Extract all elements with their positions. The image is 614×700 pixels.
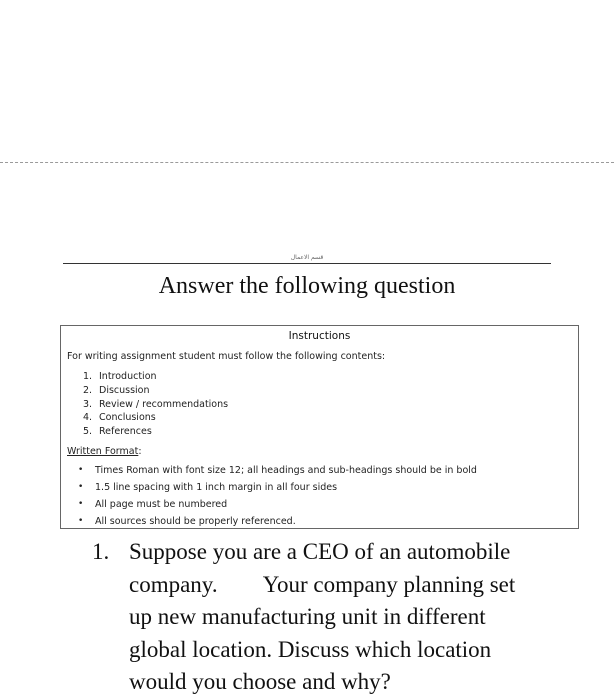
written-format-colon: : bbox=[138, 445, 142, 457]
page-break-dashed-line bbox=[0, 162, 614, 163]
instructions-title: Instructions bbox=[288, 330, 351, 342]
instructions-box bbox=[60, 325, 579, 529]
contents-item-number: 1. bbox=[83, 371, 93, 382]
format-item-text: All sources should be properly referenced. bbox=[95, 515, 296, 527]
format-item bbox=[61, 462, 578, 479]
contents-list bbox=[83, 370, 578, 439]
contents-item-label: Review / recommendations bbox=[99, 398, 229, 410]
contents-item bbox=[83, 398, 578, 412]
format-item bbox=[61, 479, 578, 496]
bullet-icon: • bbox=[78, 464, 84, 475]
contents-item bbox=[83, 425, 578, 439]
contents-item-number: 5. bbox=[83, 426, 93, 438]
contents-item-label: References bbox=[99, 426, 152, 438]
format-item-text: 1.5 line spacing with 1 inch margin in all four sides bbox=[95, 481, 338, 493]
question-item bbox=[90, 536, 590, 699]
contents-item bbox=[83, 384, 578, 398]
question-line: global location. Discuss which location bbox=[129, 636, 492, 662]
contents-item-number: 2. bbox=[83, 384, 93, 396]
question-line: company. Your company planning set bbox=[129, 571, 516, 597]
contents-item-label: Conclusions bbox=[99, 412, 156, 424]
question-line: Suppose you are a CEO of an automobile bbox=[129, 539, 511, 564]
format-item-text: Times Roman with font size 12; all headings and sub-headings should be in bold bbox=[95, 464, 477, 476]
written-format-heading: Written Format bbox=[67, 445, 139, 457]
format-list bbox=[61, 462, 578, 529]
contents-item-number: 4. bbox=[83, 412, 93, 424]
format-item bbox=[61, 496, 578, 513]
contents-item bbox=[83, 370, 578, 384]
question-line: would you choose and why? bbox=[129, 669, 391, 694]
header-rule bbox=[63, 263, 551, 264]
question-number: 1. bbox=[92, 539, 110, 564]
bullet-icon: • bbox=[78, 498, 84, 509]
question-list bbox=[90, 536, 590, 699]
format-item-text: All page must be numbered bbox=[95, 498, 228, 510]
contents-item bbox=[83, 411, 578, 425]
format-item bbox=[61, 513, 578, 529]
contents-item-label: Discussion bbox=[99, 384, 150, 396]
question-line: up new manufacturing unit in different bbox=[129, 604, 486, 629]
bullet-icon: • bbox=[78, 515, 84, 526]
contents-item-label: Introduction bbox=[99, 371, 157, 382]
instructions-intro: For writing assignment student must follow the following contents: bbox=[67, 351, 386, 362]
contents-item-number: 3. bbox=[83, 398, 93, 410]
page-title: Answer the following question bbox=[158, 273, 456, 299]
header-department-text: قسم الاعمال bbox=[290, 254, 324, 261]
bullet-icon: • bbox=[78, 481, 84, 492]
